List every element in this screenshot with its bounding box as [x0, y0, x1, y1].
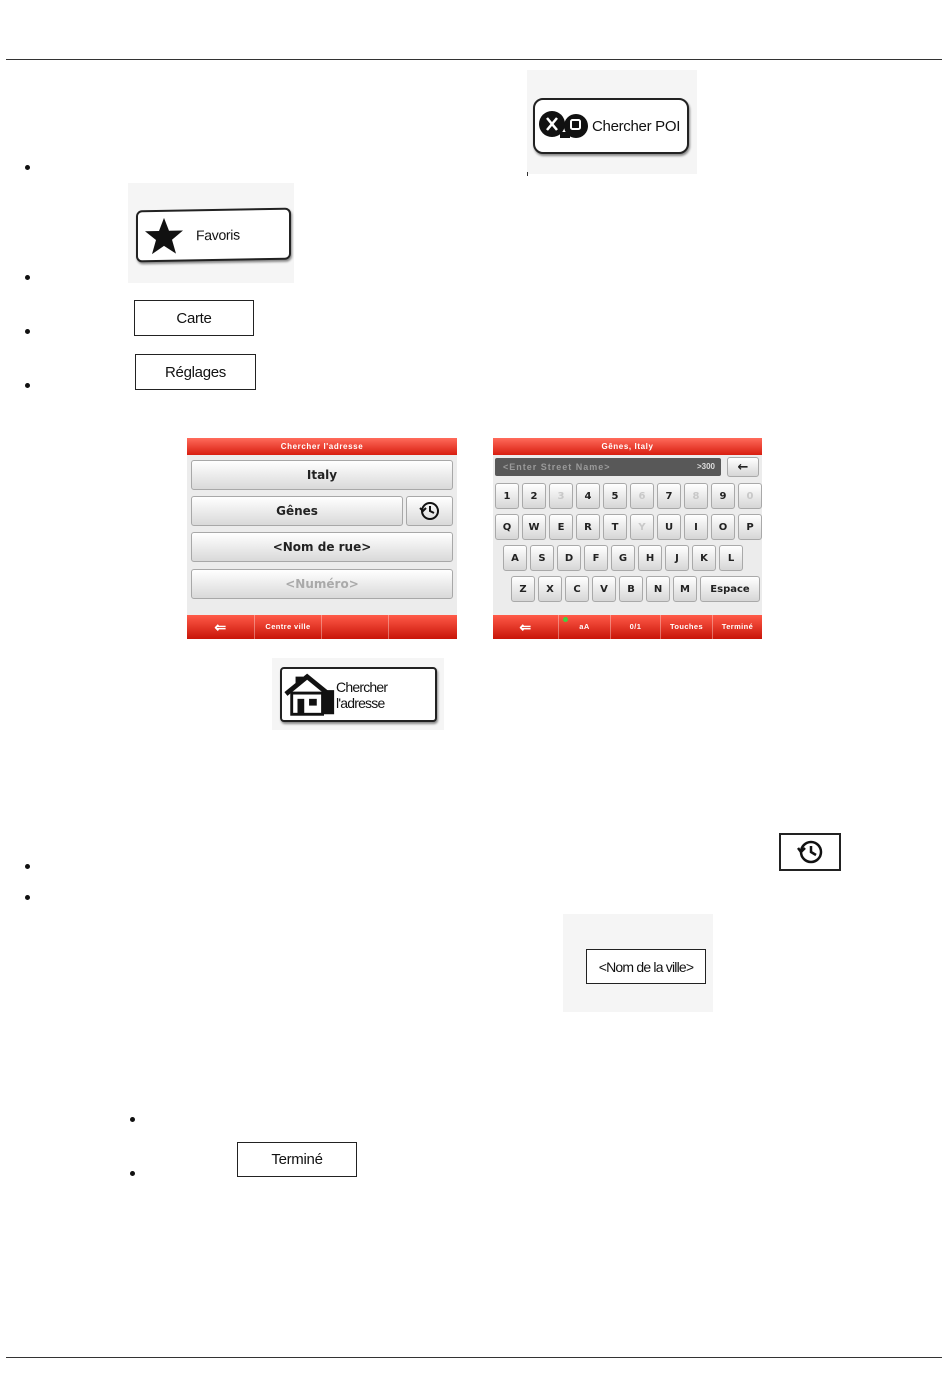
house-icon	[284, 672, 336, 718]
list-bullet	[130, 1171, 135, 1176]
key[interactable]: K	[692, 545, 716, 571]
key[interactable]: W	[522, 514, 546, 540]
numeric-toggle-button[interactable]: 0/1	[611, 615, 661, 639]
favorites-label: Favoris	[196, 226, 240, 244]
key[interactable]: I	[684, 514, 708, 540]
key[interactable]: T	[603, 514, 627, 540]
list-bullet	[25, 329, 30, 334]
keyboard-bottom-bar	[493, 615, 762, 639]
result-count: >300	[696, 462, 715, 471]
bar-empty-cell	[322, 615, 389, 639]
search-poi-label: Chercher POI	[592, 117, 681, 135]
list-bullet	[25, 383, 30, 388]
poi-icon	[538, 106, 592, 146]
keyboard-screen-title: Gênes, Italy	[493, 438, 762, 455]
key[interactable]: H	[638, 545, 662, 571]
map-button[interactable]: Carte	[134, 300, 254, 336]
key[interactable]: N	[646, 576, 670, 602]
key[interactable]: R	[576, 514, 600, 540]
key[interactable]: E	[549, 514, 573, 540]
footer-rule	[6, 1357, 942, 1358]
address-screen-title: Chercher l'adresse	[187, 438, 457, 455]
keys-button[interactable]: Touches	[661, 615, 713, 639]
key[interactable]: U	[657, 514, 681, 540]
key[interactable]: 8	[684, 483, 708, 509]
street-name-placeholder: <Enter Street Name>	[503, 462, 611, 472]
key[interactable]: Y	[630, 514, 654, 540]
country-button[interactable]: Italy	[191, 460, 453, 490]
key[interactable]: B	[619, 576, 643, 602]
address-screen	[187, 438, 457, 639]
list-bullet	[25, 275, 30, 280]
bar-empty-cell	[389, 615, 457, 639]
key[interactable]: D	[557, 545, 581, 571]
address-bottom-bar	[187, 615, 457, 639]
key[interactable]: S	[530, 545, 554, 571]
search-address-button[interactable]	[280, 667, 437, 722]
number-button[interactable]: <Numéro>	[191, 569, 453, 599]
status-dot	[563, 617, 568, 622]
star-icon	[142, 215, 186, 256]
key[interactable]: V	[592, 576, 616, 602]
key[interactable]: L	[719, 545, 743, 571]
key[interactable]: Q	[495, 514, 519, 540]
key[interactable]: 7	[657, 483, 681, 509]
history-button[interactable]	[406, 496, 453, 526]
history-button[interactable]	[779, 833, 841, 871]
key[interactable]: 6	[630, 483, 654, 509]
key[interactable]: J	[665, 545, 689, 571]
key[interactable]: M	[673, 576, 697, 602]
list-bullet	[25, 165, 30, 170]
street-button[interactable]: <Nom de rue>	[191, 532, 453, 562]
history-icon	[795, 838, 825, 866]
key[interactable]: Z	[511, 576, 535, 602]
key[interactable]: 9	[711, 483, 735, 509]
list-bullet	[25, 864, 30, 869]
case-toggle-button[interactable]: aA	[559, 615, 611, 639]
mark	[527, 172, 528, 176]
key[interactable]: O	[711, 514, 735, 540]
done-button[interactable]: Terminé	[237, 1142, 357, 1177]
history-icon	[418, 500, 442, 522]
search-address-label: Chercher l'adresse	[336, 678, 388, 711]
back-button[interactable]: ⇐	[493, 615, 559, 639]
key[interactable]: F	[584, 545, 608, 571]
key[interactable]: 4	[576, 483, 600, 509]
key[interactable]: 0	[738, 483, 762, 509]
key[interactable]: G	[611, 545, 635, 571]
key[interactable]: 2	[522, 483, 546, 509]
key[interactable]: A	[503, 545, 527, 571]
key[interactable]: C	[565, 576, 589, 602]
header-rule	[6, 59, 942, 60]
settings-button[interactable]: Réglages	[135, 354, 256, 390]
key[interactable]: P	[738, 514, 762, 540]
back-button[interactable]: ⇐	[187, 615, 255, 639]
keyboard-screen	[493, 438, 762, 639]
favorites-button[interactable]	[136, 208, 291, 263]
city-center-button[interactable]: Centre ville	[255, 615, 322, 639]
search-poi-button[interactable]	[533, 98, 689, 154]
city-button[interactable]: Gênes	[191, 496, 403, 526]
backspace-key[interactable]: ←	[727, 457, 759, 477]
list-bullet	[25, 895, 30, 900]
key[interactable]: 1	[495, 483, 519, 509]
key[interactable]: 5	[603, 483, 627, 509]
city-name-button[interactable]: <Nom de la ville>	[586, 949, 706, 984]
key[interactable]: X	[538, 576, 562, 602]
done-button[interactable]: Terminé	[721, 622, 754, 631]
key[interactable]: 3	[549, 483, 573, 509]
space-key[interactable]: Espace	[700, 576, 760, 602]
street-name-input[interactable]	[495, 458, 721, 476]
list-bullet	[130, 1117, 135, 1122]
